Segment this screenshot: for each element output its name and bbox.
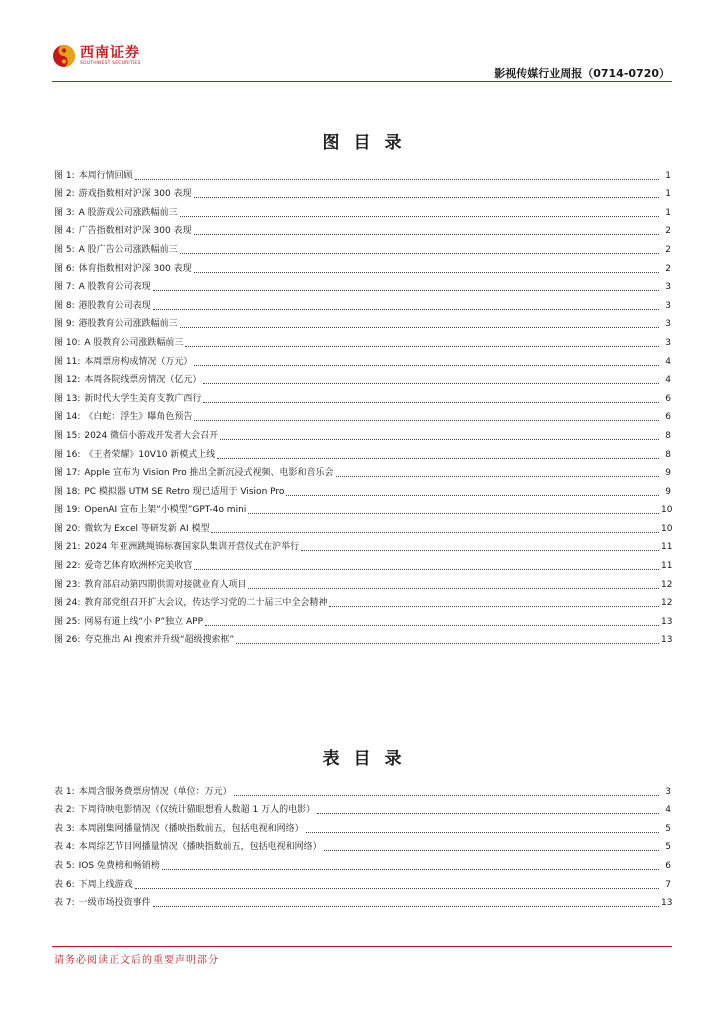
logo-english-name: SOUTHWEST SECURITIES bbox=[80, 60, 141, 66]
toc-entry-leader bbox=[162, 869, 659, 870]
toc-entry-title: 下周待映电影情况（仅统计猫眼想看人数超 1 万人的电影） bbox=[78, 805, 316, 816]
toc-entry-label: 图 17: bbox=[54, 468, 81, 479]
toc-entry-page: 3 bbox=[665, 319, 671, 330]
toc-entry-leader bbox=[185, 346, 659, 347]
toc-entry[interactable] bbox=[54, 629, 671, 648]
toc-entry-title: 一级市场投资事件 bbox=[78, 898, 151, 909]
toc-entry-leader bbox=[217, 458, 659, 459]
toc-entry[interactable] bbox=[54, 480, 671, 499]
toc-entry[interactable] bbox=[54, 892, 671, 911]
toc-entry-title: Apple 宣布为 Vision Pro 推出全新沉浸式视频、电影和音乐会 bbox=[84, 468, 334, 479]
toc-entry-label: 表 5: bbox=[54, 860, 75, 871]
toc-entry-title: 本周各院线票房情况（亿元） bbox=[84, 375, 202, 386]
toc-entry[interactable] bbox=[54, 387, 671, 406]
toc-entry-label: 图 21: bbox=[54, 542, 81, 553]
toc-entry[interactable] bbox=[54, 854, 671, 873]
toc-entry-label: 图 2: bbox=[54, 189, 75, 200]
toc-entry[interactable] bbox=[54, 313, 671, 332]
toc-entry-title: A 股教育公司表现 bbox=[78, 282, 151, 293]
toc-entry[interactable] bbox=[54, 201, 671, 220]
toc-entry-label: 表 2: bbox=[54, 805, 75, 816]
toc-entry-leader bbox=[286, 495, 659, 496]
footer-disclaimer: 请务必阅读正文后的重要声明部分 bbox=[54, 955, 219, 966]
logo-emblem-icon bbox=[52, 44, 76, 68]
table-toc-title: 表目录 bbox=[322, 749, 416, 769]
figure-toc-list bbox=[54, 164, 671, 647]
toc-entry-page: 13 bbox=[661, 635, 673, 646]
toc-entry-leader bbox=[135, 179, 659, 180]
toc-entry-title: 微软为 Excel 等研发新 AI 模型 bbox=[84, 523, 210, 534]
toc-entry-page: 6 bbox=[665, 412, 671, 423]
toc-entry[interactable] bbox=[54, 573, 671, 592]
toc-entry-page: 1 bbox=[665, 170, 671, 181]
toc-entry-leader bbox=[194, 272, 659, 273]
footer-divider bbox=[52, 946, 672, 947]
toc-entry-label: 图 8: bbox=[54, 300, 75, 311]
toc-entry-leader bbox=[336, 476, 659, 477]
toc-entry[interactable] bbox=[54, 350, 671, 369]
toc-entry-title: 下周上线游戏 bbox=[78, 879, 133, 890]
toc-entry-title: 体育指数相对沪深 300 表现 bbox=[78, 263, 192, 274]
toc-entry-label: 图 13: bbox=[54, 393, 81, 404]
toc-entry-label: 表 3: bbox=[54, 823, 75, 834]
toc-entry-leader bbox=[194, 197, 659, 198]
toc-entry-title: OpenAI 宣布上架“小模型”GPT-4o mini bbox=[84, 505, 247, 516]
toc-entry[interactable] bbox=[54, 276, 671, 295]
toc-entry-title: 港股教育公司表现 bbox=[78, 300, 151, 311]
report-title: 影视传媒行业周报（0714-0720） bbox=[494, 67, 670, 80]
toc-entry-page: 2 bbox=[665, 226, 671, 237]
toc-entry[interactable] bbox=[54, 331, 671, 350]
toc-entry-page: 2 bbox=[665, 263, 671, 274]
toc-entry-leader bbox=[234, 795, 659, 796]
toc-entry-title: IOS 免费榜和畅销榜 bbox=[78, 860, 160, 871]
toc-entry-leader bbox=[135, 888, 659, 889]
toc-entry-label: 图 12: bbox=[54, 375, 81, 386]
toc-entry[interactable] bbox=[54, 780, 671, 799]
toc-entry-label: 表 7: bbox=[54, 898, 75, 909]
toc-entry[interactable] bbox=[54, 536, 671, 555]
toc-entry-label: 图 4: bbox=[54, 226, 75, 237]
toc-entry-label: 图 10: bbox=[54, 337, 81, 348]
toc-entry-leader bbox=[317, 813, 659, 814]
toc-entry[interactable] bbox=[54, 406, 671, 425]
toc-entry-title: 网易有道上线“小 P”独立 APP bbox=[84, 616, 204, 627]
toc-entry-title: A 股游戏公司涨跌幅前三 bbox=[78, 207, 178, 218]
toc-entry-title: 本周票房构成情况（万元） bbox=[84, 356, 193, 367]
toc-entry-label: 图 18: bbox=[54, 486, 81, 497]
toc-entry-label: 表 4: bbox=[54, 842, 75, 853]
toc-entry-title: 爱奇艺体育欧洲杯完美收官 bbox=[84, 561, 193, 572]
toc-entry-page: 3 bbox=[665, 786, 671, 797]
toc-entry[interactable] bbox=[54, 183, 671, 202]
toc-entry-label: 图 6: bbox=[54, 263, 75, 274]
toc-entry-page: 4 bbox=[665, 805, 671, 816]
toc-entry[interactable] bbox=[54, 462, 671, 481]
toc-entry-label: 图 7: bbox=[54, 282, 75, 293]
toc-entry-title: 港股教育公司涨跌幅前三 bbox=[78, 319, 178, 330]
toc-entry-page: 7 bbox=[665, 879, 671, 890]
toc-entry[interactable] bbox=[54, 817, 671, 836]
toc-entry-title: 广告指数相对沪深 300 表现 bbox=[78, 226, 192, 237]
toc-entry-leader bbox=[205, 625, 659, 626]
toc-entry-leader bbox=[180, 216, 659, 217]
toc-entry-label: 图 1: bbox=[54, 170, 75, 181]
toc-entry-leader bbox=[203, 402, 659, 403]
toc-entry-leader bbox=[248, 588, 659, 589]
toc-entry-title: 2024 年亚洲跳绳锦标赛国家队集训开营仪式在沪举行 bbox=[84, 542, 300, 553]
toc-entry-label: 图 25: bbox=[54, 616, 81, 627]
toc-entry-page: 13 bbox=[661, 898, 673, 909]
toc-entry-page: 3 bbox=[665, 282, 671, 293]
toc-entry-label: 图 15: bbox=[54, 430, 81, 441]
toc-entry-page: 8 bbox=[665, 449, 671, 460]
toc-entry-page: 10 bbox=[661, 505, 673, 516]
toc-entry-leader bbox=[301, 550, 659, 551]
toc-entry-title: A 股教育公司涨跌幅前三 bbox=[84, 337, 184, 348]
toc-entry-leader bbox=[211, 532, 659, 533]
toc-entry-leader bbox=[236, 643, 659, 644]
toc-entry-page: 4 bbox=[665, 375, 671, 386]
toc-entry-title: 教育部启动第四期供需对接就业育人项目 bbox=[84, 579, 247, 590]
toc-entry-label: 图 9: bbox=[54, 319, 75, 330]
toc-entry-page: 6 bbox=[665, 393, 671, 404]
toc-entry-page: 11 bbox=[661, 561, 673, 572]
toc-entry-page: 3 bbox=[665, 337, 671, 348]
toc-entry-label: 图 5: bbox=[54, 244, 75, 255]
toc-entry-leader bbox=[180, 253, 659, 254]
toc-entry[interactable] bbox=[54, 610, 671, 629]
toc-entry-title: 2024 微信小游戏开发者大会召开 bbox=[84, 430, 219, 441]
toc-entry-label: 表 1: bbox=[54, 786, 75, 797]
toc-entry-leader bbox=[194, 420, 659, 421]
toc-entry-leader bbox=[248, 513, 659, 514]
toc-entry-label: 图 14: bbox=[54, 412, 81, 423]
toc-entry-page: 1 bbox=[665, 207, 671, 218]
toc-entry[interactable] bbox=[54, 164, 671, 183]
toc-entry-title: 游戏指数相对沪深 300 表现 bbox=[78, 189, 192, 200]
toc-entry-label: 图 23: bbox=[54, 579, 81, 590]
toc-entry-label: 表 6: bbox=[54, 879, 75, 890]
logo-chinese-name: 西南证券 bbox=[80, 44, 140, 61]
toc-entry-leader bbox=[324, 850, 659, 851]
toc-entry-title: A 股广告公司涨跌幅前三 bbox=[78, 244, 178, 255]
toc-entry[interactable] bbox=[54, 799, 671, 818]
toc-entry[interactable] bbox=[54, 238, 671, 257]
figure-toc-title: 图目录 bbox=[322, 133, 416, 153]
toc-entry-label: 图 26: bbox=[54, 635, 81, 646]
toc-entry-title: 本周含服务费票房情况（单位：万元） bbox=[78, 786, 232, 797]
toc-entry-leader bbox=[329, 606, 659, 607]
toc-entry-page: 12 bbox=[661, 598, 673, 609]
toc-entry-page: 6 bbox=[665, 860, 671, 871]
toc-entry-leader bbox=[203, 383, 659, 384]
toc-entry-title: 新时代大学生美育支教广西行 bbox=[84, 393, 202, 404]
toc-entry-leader bbox=[180, 327, 659, 328]
toc-entry[interactable] bbox=[54, 443, 671, 462]
toc-entry-title: 《王者荣耀》10V10 新模式上线 bbox=[84, 449, 216, 460]
toc-entry[interactable] bbox=[54, 499, 671, 518]
toc-entry-page: 3 bbox=[665, 300, 671, 311]
toc-entry[interactable] bbox=[54, 517, 671, 536]
toc-entry-page: 10 bbox=[661, 523, 673, 534]
toc-entry-title: 夸克推出 AI 搜索并升级“超级搜索框” bbox=[84, 635, 235, 646]
toc-entry-page: 2 bbox=[665, 244, 671, 255]
toc-entry-page: 4 bbox=[665, 356, 671, 367]
toc-entry[interactable] bbox=[54, 369, 671, 388]
table-toc-list bbox=[54, 780, 671, 910]
toc-entry-leader bbox=[194, 569, 659, 570]
toc-entry-page: 9 bbox=[665, 468, 671, 479]
toc-entry-page: 9 bbox=[665, 486, 671, 497]
toc-entry-leader bbox=[153, 309, 659, 310]
toc-entry-label: 图 20: bbox=[54, 523, 81, 534]
toc-entry-page: 13 bbox=[661, 616, 673, 627]
toc-entry[interactable] bbox=[54, 836, 671, 855]
toc-entry[interactable] bbox=[54, 257, 671, 276]
toc-entry-leader bbox=[306, 832, 659, 833]
toc-entry-label: 图 3: bbox=[54, 207, 75, 218]
toc-entry[interactable] bbox=[54, 873, 671, 892]
toc-entry-title: 本周综艺节目网播量情况（播映指数前五，包括电视和网络） bbox=[78, 842, 322, 853]
toc-entry-title: 本周行情回顾 bbox=[78, 170, 133, 181]
toc-entry-page: 5 bbox=[665, 842, 671, 853]
toc-entry-label: 图 11: bbox=[54, 356, 81, 367]
company-logo bbox=[52, 44, 141, 68]
toc-entry-leader bbox=[194, 365, 659, 366]
toc-entry[interactable] bbox=[54, 424, 671, 443]
toc-entry-page: 1 bbox=[665, 189, 671, 200]
toc-entry[interactable] bbox=[54, 220, 671, 239]
toc-entry-title: 教育部党组召开扩大会议，传达学习党的二十届三中全会精神 bbox=[84, 598, 328, 609]
toc-entry-label: 图 24: bbox=[54, 598, 81, 609]
toc-entry-label: 图 19: bbox=[54, 505, 81, 516]
toc-entry-page: 5 bbox=[665, 823, 671, 834]
toc-entry-title: 本周剧集网播量情况（播映指数前五，包括电视和网络） bbox=[78, 823, 304, 834]
toc-entry[interactable] bbox=[54, 554, 671, 573]
toc-entry-title: 《白蛇：浮生》曝角色预告 bbox=[84, 412, 193, 423]
header-divider bbox=[52, 81, 672, 82]
toc-entry[interactable] bbox=[54, 294, 671, 313]
toc-entry-page: 8 bbox=[665, 430, 671, 441]
toc-entry-page: 11 bbox=[661, 542, 673, 553]
toc-entry-leader bbox=[153, 906, 659, 907]
toc-entry-leader bbox=[153, 290, 659, 291]
toc-entry-page: 12 bbox=[661, 579, 673, 590]
toc-entry-leader bbox=[194, 234, 659, 235]
toc-entry-leader bbox=[220, 439, 659, 440]
toc-entry-label: 图 16: bbox=[54, 449, 81, 460]
toc-entry-title: PC 模拟器 UTM SE Retro 现已适用于 Vision Pro bbox=[84, 486, 285, 497]
toc-entry-label: 图 22: bbox=[54, 561, 81, 572]
toc-entry[interactable] bbox=[54, 592, 671, 611]
